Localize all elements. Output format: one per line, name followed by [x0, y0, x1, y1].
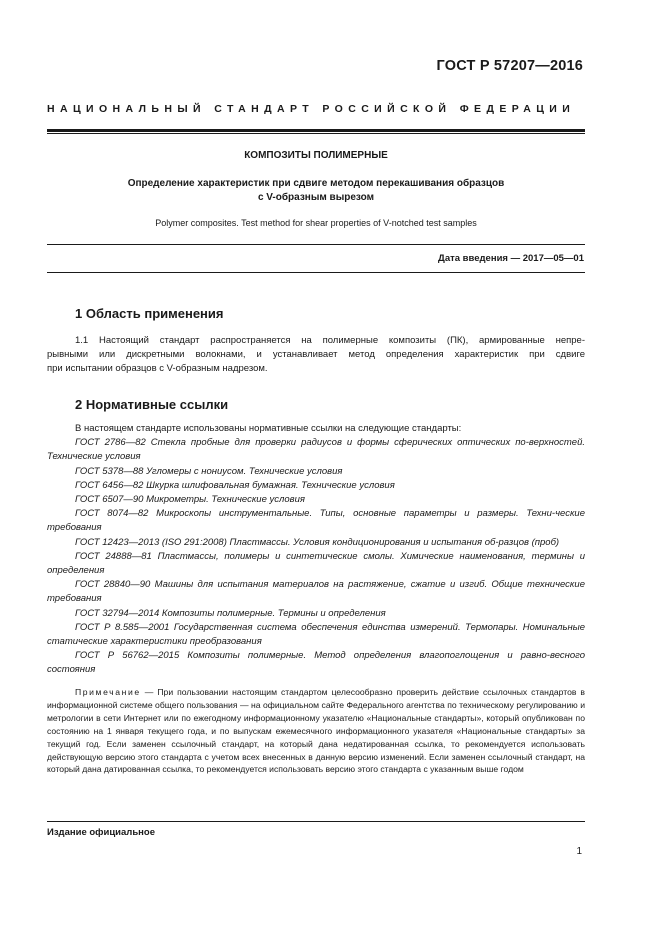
title-rule: [47, 244, 585, 245]
reference-item: ГОСТ 6456—82 Шкурка шлифовальная бумажная. Технические условия: [75, 479, 395, 491]
title-russian: КОМПОЗИТЫ ПОЛИМЕРНЫЕ: [244, 150, 388, 161]
references-intro: В настоящем стандарте использованы нормативные ссылки на следующие стандарты:: [75, 423, 462, 434]
section-1-paragraph: [47, 334, 585, 377]
reference-item: ГОСТ Р 56762—2015 Композиты полимерные. Метод определения влагопоглощения и равно-весного состояния: [47, 650, 585, 676]
reference-item: ГОСТ 12423—2013 (ISO 291:2008) Пластмассы. Условия кондиционирования и испытания об-разцов (проб): [75, 536, 560, 548]
footer-rule: [47, 821, 585, 822]
reference-item: ГОСТ 32794—2014 Композиты полимерные. Термины и определения: [75, 607, 386, 619]
header-rule-thin: [47, 133, 585, 134]
reference-item: ГОСТ 24888—81 Пластмассы, полимеры и синтетические смолы. Химические наименования, термины и определения: [47, 550, 585, 577]
date-rule: [47, 272, 585, 273]
subtitle-line-1: Определение характеристик при сдвиге методом перекашивания образцов: [127, 178, 505, 189]
official-edition-label: Издание официальное: [47, 827, 155, 838]
reference-item: ГОСТ Р 8.585—2001 Государственная система обеспечения единства измерений. Термопары. Номинальные статические характеристики преобразования: [47, 621, 585, 648]
section-1-line-1: 1.1 Настоящий стандарт распространяется на полимерные композиты (ПК), армированные непре-: [75, 335, 585, 346]
reference-item: ГОСТ 2786—82 Стекла пробные для проверки радиусов и формы сферических оптических по-верхностей. Технические условия: [47, 437, 585, 463]
title-english: Polymer composites. Test method for shear properties of V-notched test samples: [155, 218, 477, 228]
note-label: Примечание: [75, 687, 141, 697]
subtitle-russian: [47, 177, 585, 205]
page-number: 1: [576, 846, 582, 857]
reference-item: ГОСТ 5378—88 Угломеры с нониусом. Технические условия: [75, 465, 343, 477]
note-block: [47, 686, 585, 776]
subtitle-line-2: с V-образным вырезом: [257, 192, 375, 203]
section-1-line-3: при испытании образцов с V-образным надрезом.: [47, 363, 268, 375]
document-code: ГОСТ Р 57207—2016: [436, 58, 583, 74]
note-text: — При пользовании настоящим стандартом целесообразно проверить действие ссылочных стандартов в информационной системе общего пользования — на официальном сайте Федерального агентства по техническому регулированию и метрологии в сети Интернет или по ежегодному информационному указателю «Национальные стандарты», который опубликован по состоянию на 1 января текущего года, и по выпускам ежемесячного информационного указателя «Национальные стандарты» за текущий год. Если заменен ссылочный стандарт, на который дана недатированная ссылка, то рекомендуется использовать действующую версию этого стандарта с учетом всех внесенных в данную версию изменений. Если заменен ссылочный стандарт, на который дана датированная ссылка, то рекомендуется использовать версию этого стандарта с указанным выше годом: [47, 687, 585, 775]
reference-item: ГОСТ 8074—82 Микроскопы инструментальные. Типы, основные параметры и размеры. Техни-ческие требования: [47, 508, 585, 534]
introduction-date: Дата введения — 2017—05—01: [438, 253, 584, 264]
section-1-heading: 1 Область применения: [75, 306, 224, 321]
reference-item: ГОСТ 6507—90 Микрометры. Технические условия: [75, 494, 305, 506]
section-2-references: [47, 422, 585, 678]
reference-item: ГОСТ 28840—90 Машины для испытания материалов на растяжение, сжатие и изгиб. Общие технические требования: [47, 579, 585, 605]
section-1-line-2: рывными или дискретными волокнами, и устанавливает метод определения характеристик при сдвиге: [47, 349, 585, 361]
section-2-heading: 2 Нормативные ссылки: [75, 397, 229, 412]
national-standard-banner: НАЦИОНАЛЬНЫЙ СТАНДАРТ РОССИЙСКОЙ ФЕДЕРАЦИИ: [47, 103, 576, 115]
header-rule-thick: [47, 129, 585, 132]
